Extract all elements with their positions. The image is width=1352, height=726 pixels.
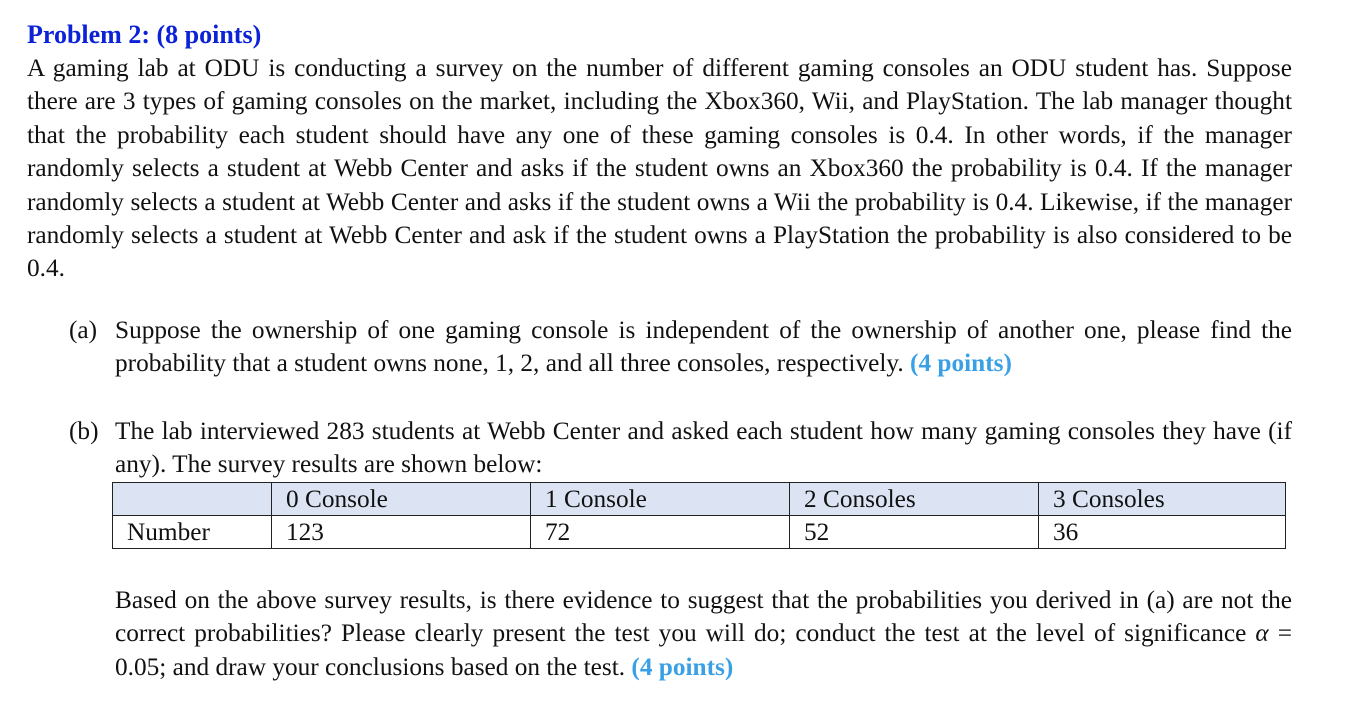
part-a-text: Suppose the ownership of one gaming console is independent of the ownership of another one, please find the probability that a student owns none, 1, 2, and all three consoles, respectively. xyxy=(115,316,1292,378)
problem-intro: A gaming lab at ODU is conducting a survey on the number of different gaming consoles an ODU student has. Suppose there are 3 types of gaming consoles on the market, including the Xbox360, Wii, and PlayStation. The lab manager thought that the probability each student should have any one of these gaming consoles is 0.4. In other words, if the manager randomly selects a student at Webb Center and asks if the student owns an Xbox360 the probability is 0.4. If the manager randomly selects a student at Webb Center and asks if the student owns a Wii the probability is 0.4. Likewise, if the manager randomly selects a student at Webb Center and ask if the student owns a PlayStation the probability is also considered to be 0.4. xyxy=(27,54,1292,283)
survey-header-row xyxy=(113,483,1286,516)
part-a-label: (a) xyxy=(69,316,98,344)
part-b-question-text: Based on the above survey results, is there evidence to suggest that the probabilities you derived in (a) are not the correct probabilities? Please clearly present the test you will do; conduct the test at the level of significance xyxy=(115,586,1292,648)
part-b-points: (4 points) xyxy=(631,652,734,681)
part-a xyxy=(27,314,1292,381)
part-b-body: The lab interviewed 283 students at Webb Center and asked each student how many gaming consoles they have (if any). The survey results are shown below: xyxy=(115,417,1292,479)
problem-title: Problem 2: (8 points) xyxy=(27,20,262,49)
part-a-body xyxy=(115,314,1292,381)
header-2-consoles: 2 Consoles xyxy=(790,483,1039,516)
problem-document xyxy=(27,18,1293,681)
value-2-consoles: 52 xyxy=(790,516,1039,549)
alpha-equation: = 0.05; and draw your conclusions based on the test. xyxy=(115,619,1293,681)
header-3-consoles: 3 Consoles xyxy=(1039,483,1286,516)
part-b-question xyxy=(27,584,1292,684)
value-1-console: 72 xyxy=(531,516,790,549)
value-3-consoles: 36 xyxy=(1039,516,1286,549)
survey-data-row xyxy=(113,516,1286,549)
part-b-question-body xyxy=(115,584,1292,684)
header-1-console: 1 Console xyxy=(531,483,790,516)
alpha-symbol: α xyxy=(1255,619,1269,648)
part-b-label: (b) xyxy=(69,417,99,445)
part-b xyxy=(27,415,1292,482)
value-0-console: 123 xyxy=(272,516,531,549)
row-label-number: Number xyxy=(113,516,272,549)
header-0-console: 0 Console xyxy=(272,483,531,516)
survey-table xyxy=(112,482,1286,549)
part-a-points: (4 points) xyxy=(910,349,1012,378)
header-empty-cell xyxy=(113,483,272,516)
